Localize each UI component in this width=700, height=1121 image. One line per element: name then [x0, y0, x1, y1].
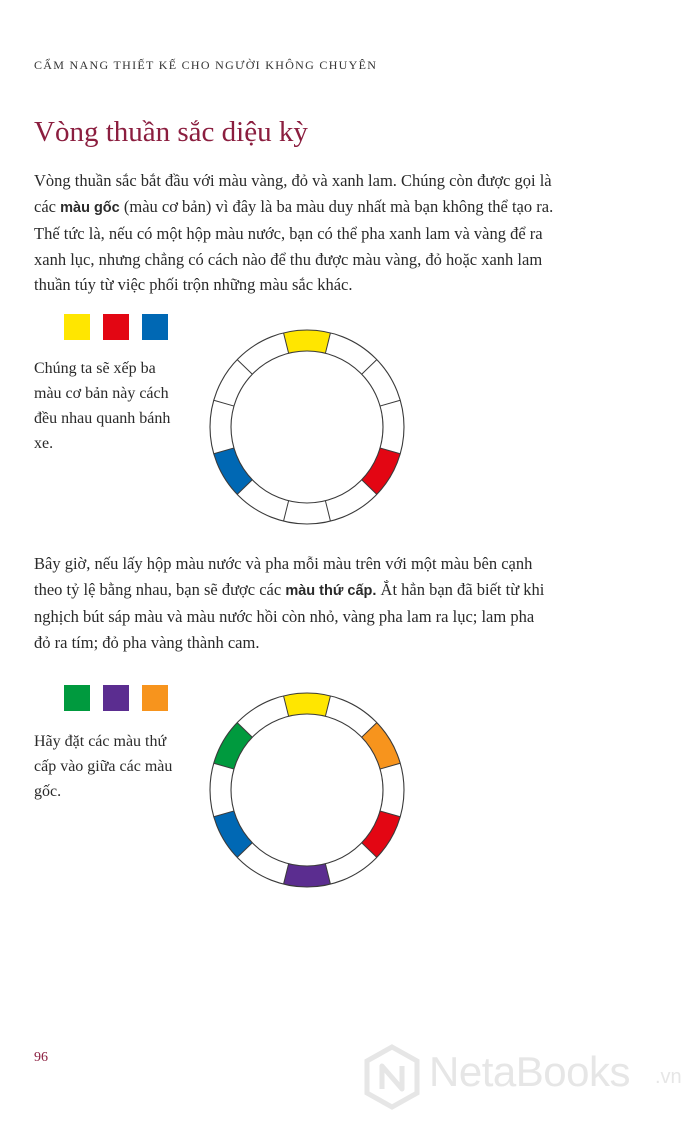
intro-paragraph — [34, 168, 554, 298]
wheel-ring — [210, 330, 404, 524]
primary-caption: Chúng ta sẽ xếp ba màu cơ bản này cách đều nhau quanh bánh xe. — [34, 360, 171, 452]
yellow-swatch — [64, 314, 90, 340]
wheel-inner-border — [231, 714, 383, 866]
running-header: CẨM NANG THIẾT KẾ CHO NGƯỜI KHÔNG CHUYÊN — [34, 58, 378, 72]
purple-swatch — [103, 685, 129, 711]
watermark — [363, 1042, 693, 1112]
orange-swatch — [142, 685, 168, 711]
intro-text-1: Vòng thuần sắc bắt đầu với màu vàng, đỏ và xanh lam. Chúng còn được gọi là các — [34, 171, 552, 216]
section-title: Vòng thuần sắc diệu kỳ — [34, 116, 308, 148]
watermark-tld: .vn — [655, 1066, 682, 1088]
wheel-inner-border — [231, 351, 383, 503]
secondary-text-2: Ắt hẳn bạn đã biết từ khi nghịch bút sáp màu và màu nước hồi còn nhỏ, vàng pha lam ra lục; lam pha đỏ ra tím; đỏ pha vàng thành cam. — [34, 579, 545, 652]
intro-text-2: (màu cơ bản) vì đây là ba màu duy nhất mà bạn không thể tạo ra. Thế tức là, nếu có một hộp màu nước, bạn có thể pha xanh lam và vàng để ra xanh lục, nhưng chẳng có cách nào để thu được màu vàng, đỏ hoặc xanh lam thuần túy từ việc phối trộn những màu sắc khác. — [34, 196, 554, 294]
watermark-brand: NetaBooks — [429, 1048, 630, 1095]
secondary-text-1: Bây giờ, nếu lấy hộp màu nước và pha mỗi màu trên với một màu bên cạnh theo tỷ lệ bằng nhau, bạn sẽ được các — [34, 554, 533, 599]
primary-colors-term: màu gốc — [60, 199, 120, 216]
secondary-paragraph — [34, 551, 554, 655]
green-swatch — [64, 685, 90, 711]
wheel-segment-purple — [284, 864, 331, 887]
wheel-segment-yellow — [284, 330, 331, 353]
netabooks-logo-icon — [363, 1044, 421, 1110]
blue-swatch — [142, 314, 168, 340]
red-swatch — [103, 314, 129, 340]
wheel-segment-yellow — [284, 693, 331, 716]
page-number: 96 — [34, 1050, 48, 1065]
secondary-color-wheel — [207, 690, 407, 890]
secondary-colors-term: màu thứ cấp. — [285, 582, 377, 599]
primary-color-wheel — [207, 327, 407, 527]
wheel-ring — [210, 693, 404, 887]
secondary-caption: Hãy đặt các màu thứ cấp vào giữa các màu gốc. — [34, 733, 173, 800]
